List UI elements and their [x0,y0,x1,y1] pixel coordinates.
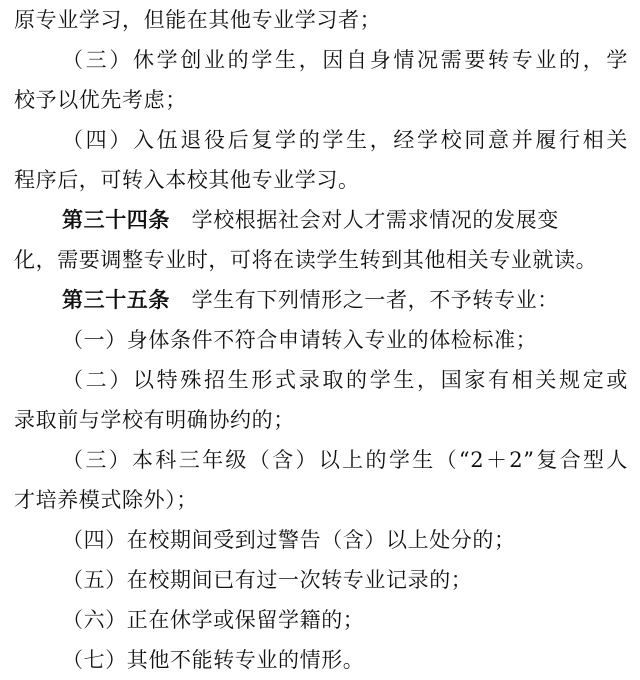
document-body [14,0,628,680]
article-line [14,200,628,240]
list-item: （七）其他不能转专业的情形。 [62,648,365,672]
article-heading: 第三十四条 [62,208,170,232]
article-line [14,280,628,320]
text-span: 学校根据社会对人才需求情况的发展变 [191,208,559,232]
text-line: 录取前与学校有明确协约的； [14,408,295,432]
list-item: （四）在校期间受到过警告（含）以上处分的； [62,528,516,552]
text-line: （三）休学创业的学生，因自身情况需要转专业的，学 [62,48,628,72]
text-span: 学生有下列情形之一者，不予转专业： [191,288,559,312]
list-item: （一）身体条件不符合申请转入专业的体检标准； [62,328,538,352]
text-line: 程序后，可转入本校其他专业学习。 [14,168,360,192]
text-line: 化，需要调整专业时，可将在读学生转到其他相关专业就读。 [14,248,598,272]
text-span [170,208,192,232]
list-item: （二）以特殊招生形式录取的学生，国家有相关规定或 [62,368,628,392]
article-heading: 第三十五条 [62,288,170,312]
list-item: （五）在校期间已有过一次转专业记录的； [62,568,473,592]
text-line: （四）入伍退役后复学的学生，经学校同意并履行相关 [62,128,628,152]
text-line: 原专业学习，但能在其他专业学习者； [14,8,382,32]
text-line: 校予以优先考虑； [14,88,187,112]
text-span [170,288,192,312]
list-item: （三）本科三年级（含）以上的学生（“2＋2”复合型人 [62,448,628,472]
text-line: 才培养模式除外）； [14,488,198,512]
list-item: （六）正在休学或保留学籍的； [62,608,365,632]
